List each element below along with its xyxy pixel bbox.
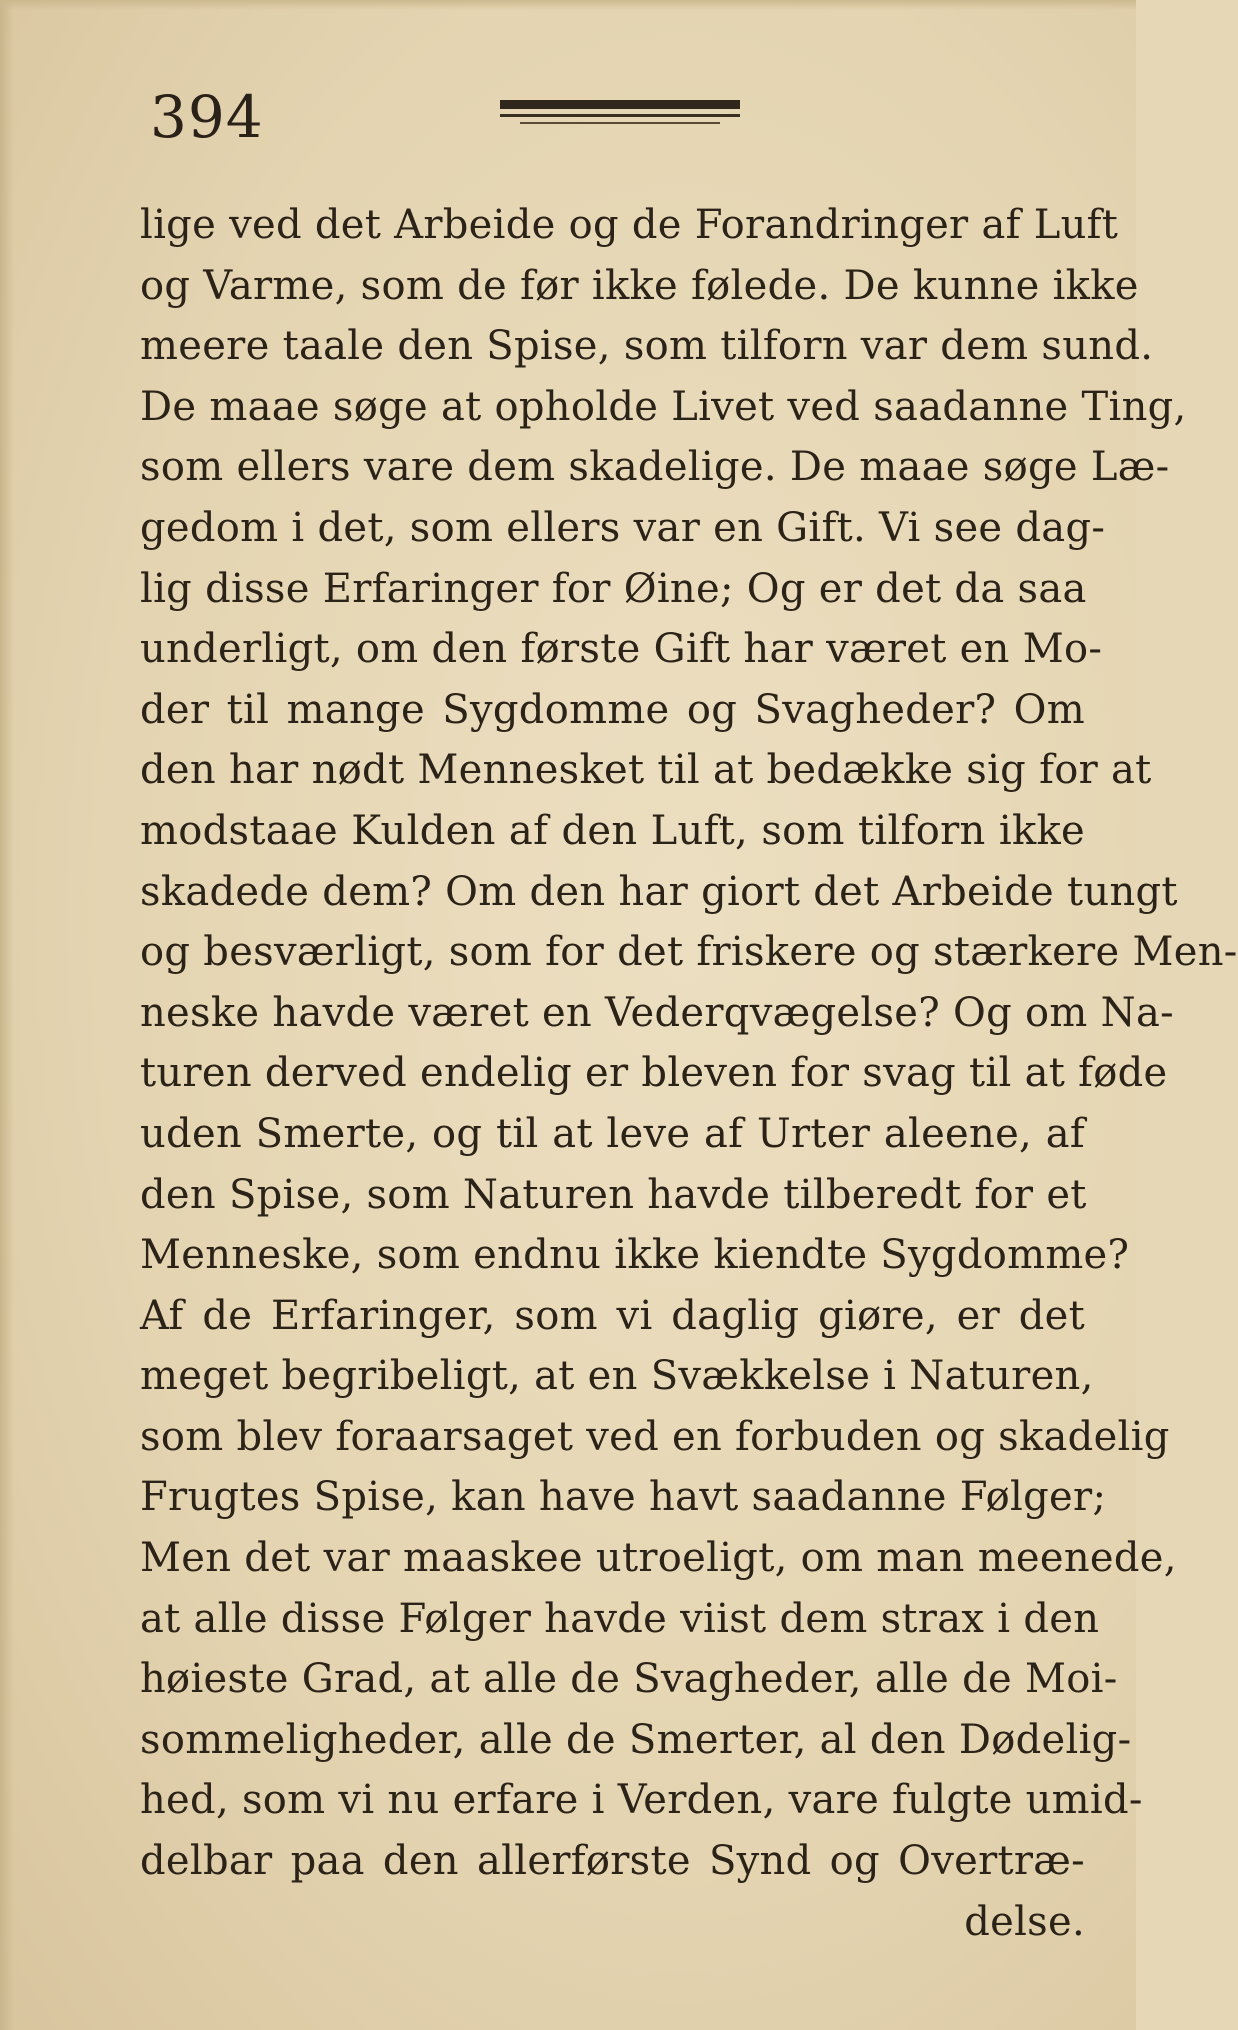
text-line: Frugtes Spise, kan have havt saadanne Følger; (140, 1474, 1107, 1521)
page-number: 394 (150, 83, 264, 151)
text-line: den har nødt Mennesket til at bedække sig for at (140, 747, 1152, 794)
text-line: neske havde været en Vederqvægelse? Og om Na- (140, 989, 1174, 1036)
text-line: skadede dem? Om den har giort det Arbeide tungt (140, 868, 1178, 915)
text-line: at alle disse Følger havde viist dem strax i den (140, 1595, 1100, 1642)
text-line: De maae søge at opholde Livet ved saadanne Ting, (140, 383, 1187, 430)
text-line: Af de Erfaringer, som vi daglig giøre, er det (140, 1292, 1085, 1339)
text-line: modstaae Kulden af den Luft, som tilforn ikke (140, 807, 1085, 854)
text-line: underligt, om den første Gift har været en Mo- (140, 626, 1103, 673)
body-text (140, 195, 1238, 1952)
header-ornament (500, 100, 740, 130)
text-line: turen derved endelig er bleven for svag til at føde (140, 1050, 1168, 1097)
text-line: Men det var maaskee utroeligt, om man meenede, (140, 1535, 1177, 1582)
text-line: gedom i det, som ellers var en Gift. Vi see dag- (140, 504, 1106, 551)
text-line: høieste Grad, at alle de Svagheder, alle de Moi- (140, 1656, 1118, 1703)
text-line: sommeligheder, alle de Smerter, al den Dødelig- (140, 1716, 1132, 1763)
text-line: delbar paa den allerførste Synd og Overtræ- (140, 1838, 1085, 1885)
text-line: den Spise, som Naturen havde tilberedt for et (140, 1171, 1087, 1218)
text-line: uden Smerte, og til at leve af Urter aleene, af (140, 1110, 1085, 1157)
text-line: og Varme, som de før ikke følede. De kunne ikke (140, 262, 1139, 309)
text-line: meere taale den Spise, som tilforn var dem sund. (140, 323, 1154, 370)
text-line: meget begribeligt, at en Svækkelse i Naturen, (140, 1353, 1094, 1400)
page-top-shadow (0, 0, 1136, 10)
text-line: lig disse Erfaringer for Øine; Og er det da saa (140, 565, 1087, 612)
text-line: og besværligt, som for det friskere og stærkere Men- (140, 929, 1238, 976)
text-line: lige ved det Arbeide og de Forandringer af Luft (140, 202, 1119, 248)
text-line: Menneske, som endnu ikke kiendte Sygdomme? (140, 1232, 1130, 1279)
text-line: som blev foraarsaget ved en forbuden og skadelig (140, 1413, 1170, 1460)
text-line: som ellers vare dem skadelige. De maae søge Læ- (140, 444, 1170, 491)
catchword: delse. (964, 1898, 1085, 1945)
text-line: der til mange Sygdomme og Svagheder? Om (140, 686, 1085, 733)
text-line: hed, som vi nu erfare i Verden, vare fulgte umid- (140, 1777, 1143, 1824)
page-edge-shadow (0, 0, 14, 2030)
